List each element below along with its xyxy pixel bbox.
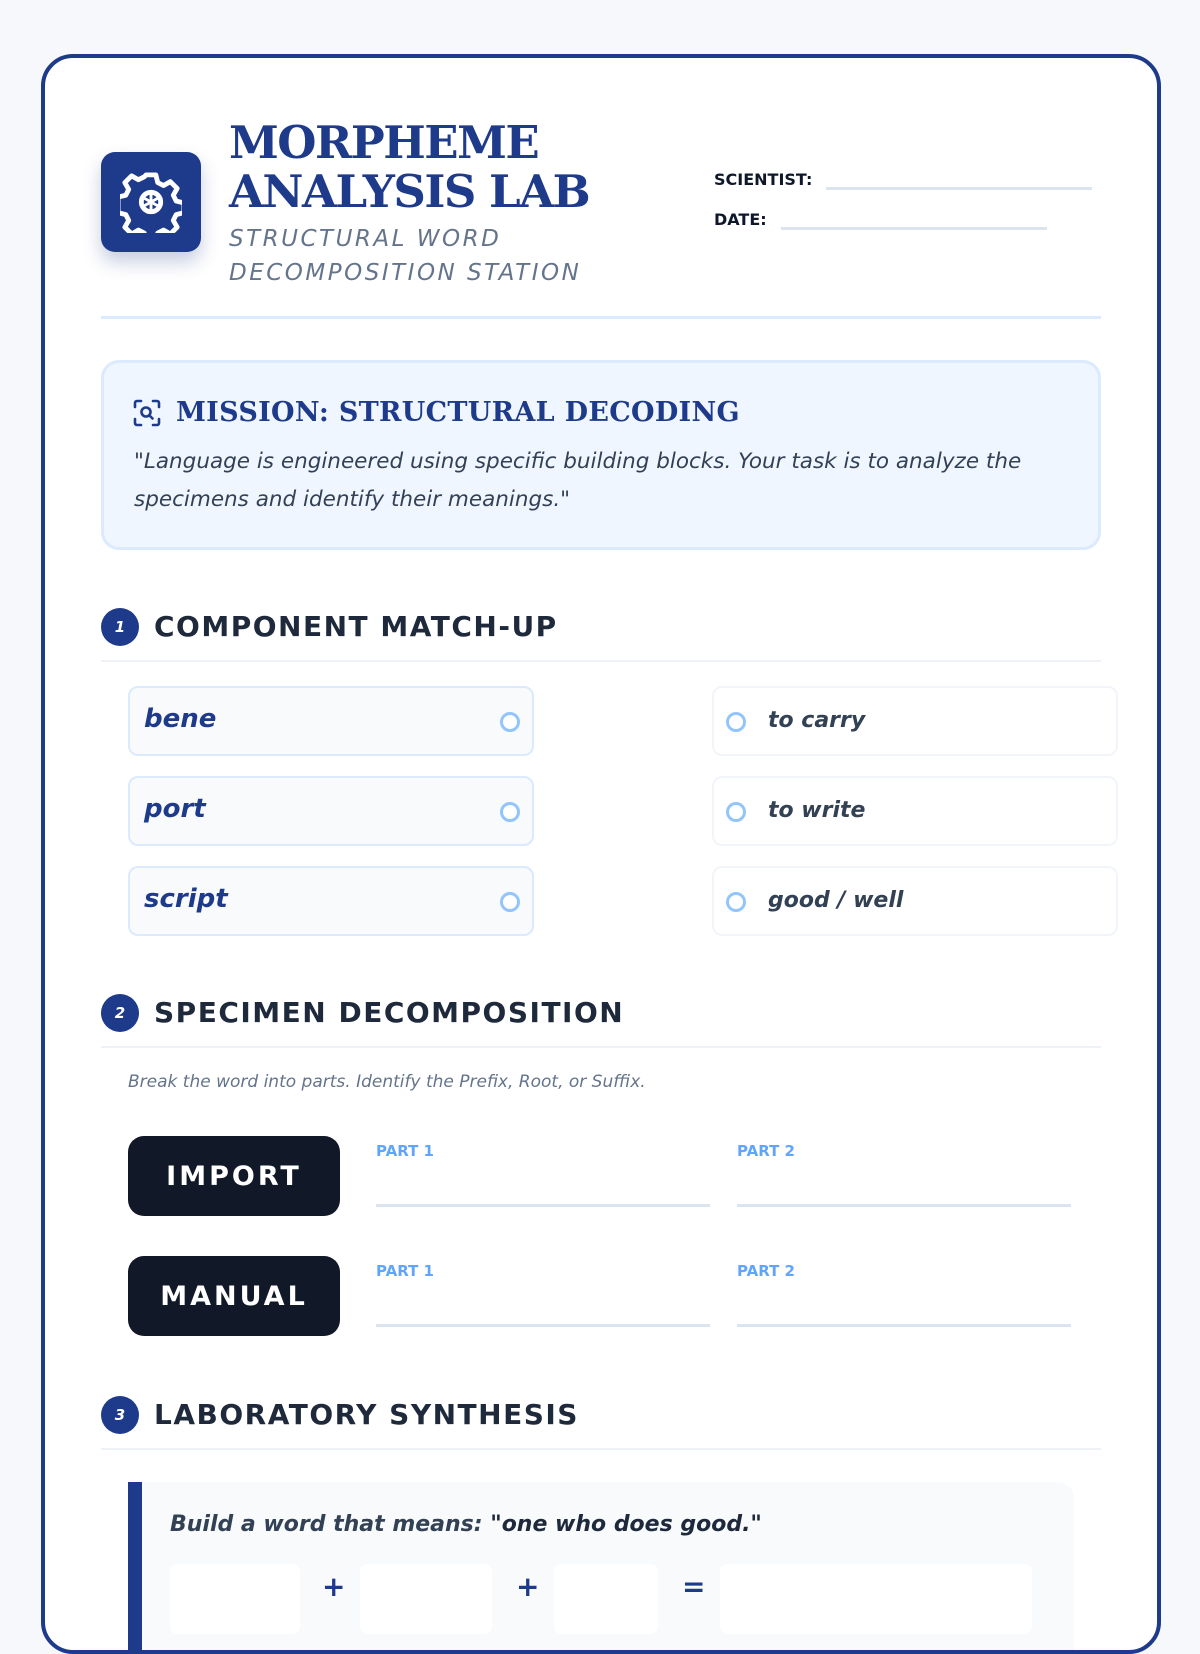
section-header-matchup [101,606,1101,662]
gear-icon [120,171,182,233]
header-divider [101,316,1101,319]
result-word-slot[interactable] [720,1564,1032,1634]
section-title: LABORATORY SYNTHESIS [154,1398,579,1431]
date-field[interactable] [714,210,1047,230]
mission-quote: "Language is engineered using specific building blocks. Your task is to analyze the specimens and identify their meanings." [134,449,1022,512]
part1-input-line[interactable] [376,1204,710,1207]
morpheme-slot[interactable] [554,1564,658,1634]
match-term-card[interactable] [128,866,534,936]
meaning-label: to write [768,798,866,823]
equals-operator: = [682,1570,706,1603]
connector-dot[interactable] [726,802,746,822]
date-input-line[interactable] [781,214,1047,230]
connector-dot[interactable] [726,892,746,912]
match-meaning-card[interactable] [712,776,1118,846]
lab-logo [101,152,201,252]
match-meaning-card[interactable] [712,866,1118,936]
section-header-decomposition [101,992,1101,1048]
scan-search-icon [132,398,162,428]
page-subtitle: STRUCTURAL WORD DECOMPOSITION STATION [229,226,582,286]
section-header-synthesis [101,1394,1101,1450]
mission-header [132,397,740,428]
match-meaning-card[interactable] [712,686,1118,756]
specimen-word: IMPORT [128,1136,340,1216]
synthesis-prompt-text: Build a word that means: [170,1512,491,1537]
connector-dot[interactable] [726,712,746,732]
scientist-input-line[interactable] [826,174,1092,190]
match-term-card[interactable] [128,776,534,846]
match-term-card[interactable] [128,686,534,756]
plus-operator: + [516,1570,540,1603]
decomposition-instruction: Break the word into parts. Identify the Prefix, Root, or Suffix. [128,1072,646,1092]
specimen-word: MANUAL [128,1256,340,1336]
mission-panel [101,360,1101,550]
scientist-field[interactable] [714,170,1092,190]
page-title: MORPHEME ANALYSIS LAB [229,116,590,218]
synthesis-prompt [170,1512,762,1537]
term-label: bene [144,704,217,734]
part2-input-line[interactable] [737,1324,1071,1327]
term-label: script [144,884,228,914]
worksheet [41,54,1161,1654]
connector-dot[interactable] [500,712,520,732]
meaning-label: to carry [768,708,866,733]
part2-input-line[interactable] [737,1204,1071,1207]
mission-title: MISSION: STRUCTURAL DECODING [176,397,740,428]
morpheme-slot[interactable] [170,1564,300,1634]
date-label: DATE: [714,210,767,229]
section-number: 3 [101,1396,139,1434]
part2-label: PART 2 [737,1262,795,1280]
synthesis-panel [128,1482,1074,1654]
connector-dot[interactable] [500,802,520,822]
connector-dot[interactable] [500,892,520,912]
section-title: SPECIMEN DECOMPOSITION [154,996,625,1029]
meaning-label: good / well [768,888,904,913]
morpheme-slot[interactable] [360,1564,492,1634]
part1-input-line[interactable] [376,1324,710,1327]
term-label: port [144,794,206,824]
part2-label: PART 2 [737,1142,795,1160]
section-number: 1 [101,608,139,646]
section-title: COMPONENT MATCH-UP [154,610,558,643]
section-number: 2 [101,994,139,1032]
synthesis-target-meaning: "one who does good." [490,1512,762,1537]
part1-label: PART 1 [376,1262,434,1280]
part1-label: PART 1 [376,1142,434,1160]
plus-operator: + [322,1570,346,1603]
scientist-label: SCIENTIST: [714,170,813,189]
